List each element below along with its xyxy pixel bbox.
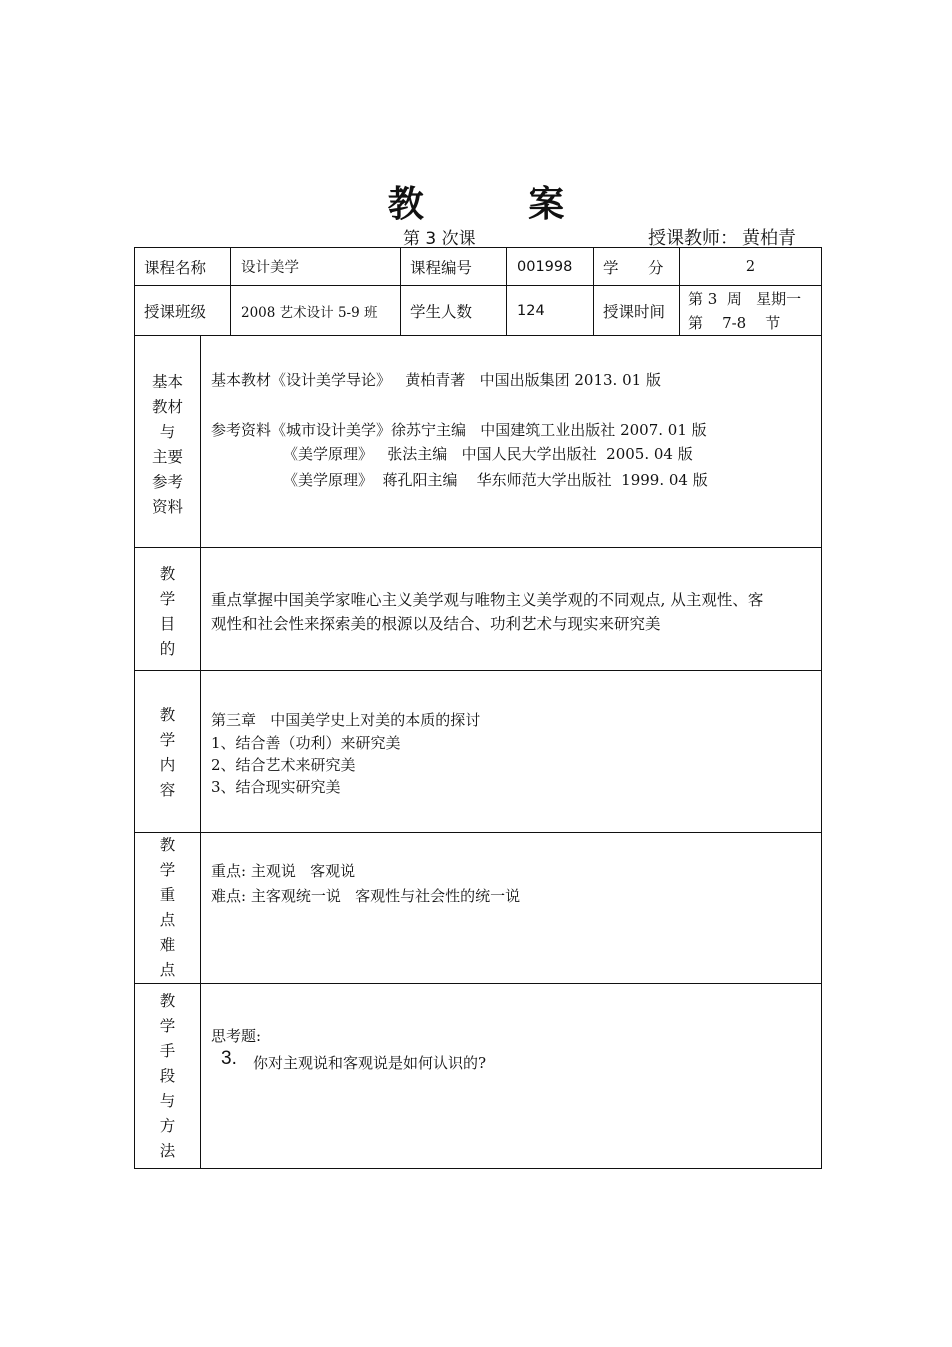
key-point-text: : 主观说 客观说	[241, 862, 356, 880]
objectives-content	[201, 548, 822, 671]
course-code-label: 课程编号	[401, 248, 507, 286]
key-points-content	[201, 833, 822, 984]
key-points-label: 教 学 重 点 难 点	[135, 833, 201, 984]
objectives-line-2: 观性和社会性来探索美的根源以及结合、功利艺术与现实来研究美	[211, 615, 661, 633]
course-info-row-1	[135, 248, 822, 286]
key-points-row	[135, 833, 822, 984]
objectives-row	[135, 548, 822, 671]
course-info-row-2	[135, 286, 822, 336]
lesson-plan-table	[134, 335, 822, 1169]
methods-row	[135, 984, 822, 1169]
key-point-line	[211, 860, 355, 881]
methods-label: 教 学 手 段 与 方 法	[135, 984, 201, 1169]
methods-content	[201, 984, 822, 1169]
credits-label: 学 分	[594, 248, 680, 286]
objectives-line-1: 重点掌握中国美学家唯心主义美学观与唯物主义美学观的不同观点, 从主观性、客	[211, 591, 764, 609]
materials-row	[135, 336, 822, 548]
objectives-label: 教 学 目 的	[135, 548, 201, 671]
time-value	[680, 286, 822, 336]
time-period: 第 7-8 节	[688, 313, 781, 332]
contents-item-1: 1、结合善（功利）来研究美	[211, 734, 401, 752]
methods-intro: 思考题:	[211, 1027, 262, 1045]
class-label: 授课班级	[135, 286, 231, 336]
materials-label: 基本 教材 与 主要 参考 资料	[135, 336, 201, 548]
students-value: 124	[507, 286, 594, 336]
teacher-label: 授课教师：	[648, 228, 738, 249]
class-value: 2008 艺术设计 5-9 班	[231, 286, 401, 336]
reference-line-2: 《美学原理》 张法主编 中国人民大学出版社 2005. 04 版	[283, 445, 693, 463]
lesson-number: 第 3 次课	[403, 229, 476, 249]
chapter-title: 第三章 中国美学史上对美的本质的探讨	[211, 711, 481, 729]
difficulty-line	[211, 885, 520, 906]
key-point-label: 重点	[211, 862, 242, 880]
contents-item-2: 2、结合艺术来研究美	[211, 756, 356, 774]
teacher-name: 黄柏青	[742, 228, 796, 249]
materials-content	[201, 336, 822, 548]
reference-line-3: 《美学原理》 蒋孔阳主编 华东师范大学出版社 1999. 04 版	[283, 471, 708, 489]
contents-content	[201, 671, 822, 833]
course-code-value: 001998	[507, 248, 594, 286]
students-label: 学生人数	[401, 286, 507, 336]
course-name-value: 设计美学	[231, 248, 401, 286]
course-name-label: 课程名称	[135, 248, 231, 286]
course-info-table	[134, 247, 822, 336]
difficulty-label: 难点	[211, 887, 242, 905]
textbook-line: 基本教材《设计美学导论》 黄柏青著 中国出版集团 2013. 01 版	[211, 371, 661, 389]
document-title: 教 案	[387, 184, 611, 225]
time-week: 第 3 周 星期一	[688, 289, 802, 308]
difficulty-text: : 主客观统一说 客观性与社会性的统一说	[241, 887, 521, 905]
contents-label: 教 学 内 容	[135, 671, 201, 833]
contents-row	[135, 671, 822, 833]
time-label: 授课时间	[594, 286, 680, 336]
reference-line-1: 参考资料《城市设计美学》徐苏宁主编 中国建筑工业出版社 2007. 01 版	[211, 421, 707, 439]
contents-item-3: 3、结合现实研究美	[211, 778, 341, 796]
question-number: 3.	[221, 1048, 237, 1069]
credits-value: 2	[680, 248, 822, 286]
question-text: 你对主观说和客观说是如何认识的?	[253, 1054, 487, 1072]
